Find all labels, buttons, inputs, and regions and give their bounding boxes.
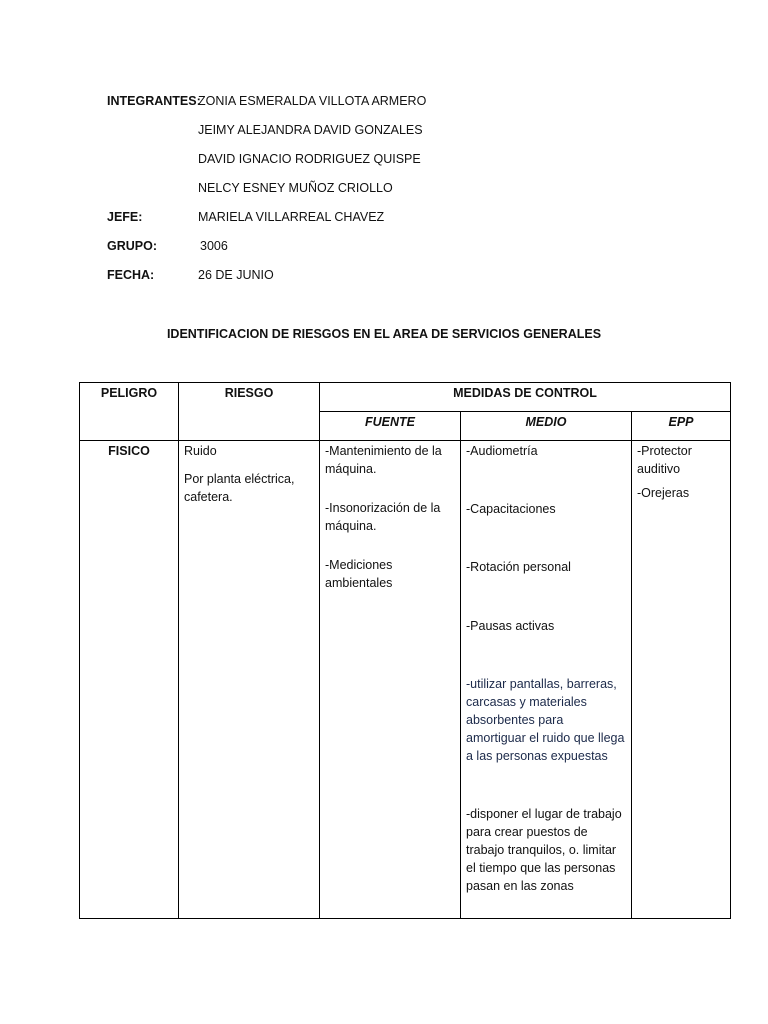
cell-epp [632, 441, 731, 919]
cell-peligro: FISICO [80, 441, 179, 919]
riesgo-line-2: Por planta eléctrica, cafetera. [184, 472, 295, 504]
medio-item-1: -Audiometría [466, 444, 538, 458]
cell-medio [461, 441, 632, 919]
medio-item-4: -Pausas activas [466, 619, 555, 633]
header-peligro: PELIGRO [80, 383, 179, 441]
risk-table [79, 382, 731, 919]
header-medio: MEDIO [461, 412, 632, 441]
document-title: IDENTIFICACION DE RIESGOS EN EL AREA DE SERVICIOS GENERALES [166, 327, 602, 341]
integrante-2: JEIMY ALEJANDRA DAVID GONZALES [198, 123, 423, 137]
fuente-item-2: -Insonorización de la máquina. [325, 501, 441, 533]
grupo-value: 3006 [200, 239, 228, 253]
header-epp: EPP [632, 412, 731, 441]
integrante-4: NELCY ESNEY MUÑOZ CRIOLLO [198, 181, 393, 195]
epp-item-2: -Orejeras [637, 486, 690, 500]
fuente-item-3: -Mediciones ambientales [325, 558, 393, 590]
table-row [80, 441, 731, 919]
header-medidas-de-control: MEDIDAS DE CONTROL [320, 383, 731, 412]
integrante-3: DAVID IGNACIO RODRIGUEZ QUISPE [198, 152, 421, 166]
fuente-item-1: -Mantenimiento de la máquina. [325, 444, 442, 476]
grupo-label: GRUPO: [107, 239, 157, 253]
fecha-label: FECHA: [107, 268, 155, 282]
table-header-row [80, 383, 731, 412]
medio-item-5: -utilizar pantallas, barreras, carcasas y materiales absorbentes para amortiguar el ruido que llega a las personas expuestas [466, 677, 625, 763]
header-fuente: FUENTE [320, 412, 461, 441]
medio-item-3: -Rotación personal [466, 560, 571, 574]
header-riesgo: RIESGO [179, 383, 320, 441]
fecha-value: 26 DE JUNIO [198, 268, 274, 282]
jefe-value: MARIELA VILLARREAL CHAVEZ [198, 210, 385, 224]
medio-item-6: -disponer el lugar de trabajo para crear puestos de trabajo tranquilos, o. limitar el tiempo que las personas pasan en las zonas [466, 807, 622, 893]
cell-riesgo [179, 441, 320, 919]
jefe-label: JEFE: [107, 210, 143, 224]
integrantes-label: INTEGRANTES: [107, 94, 201, 108]
medio-item-2: -Capacitaciones [466, 502, 556, 516]
cell-fuente [320, 441, 461, 919]
riesgo-line-1: Ruido [184, 444, 217, 458]
epp-item-1: -Protector auditivo [637, 444, 692, 476]
integrante-1: ZONIA ESMERALDA VILLOTA ARMERO [198, 94, 427, 108]
